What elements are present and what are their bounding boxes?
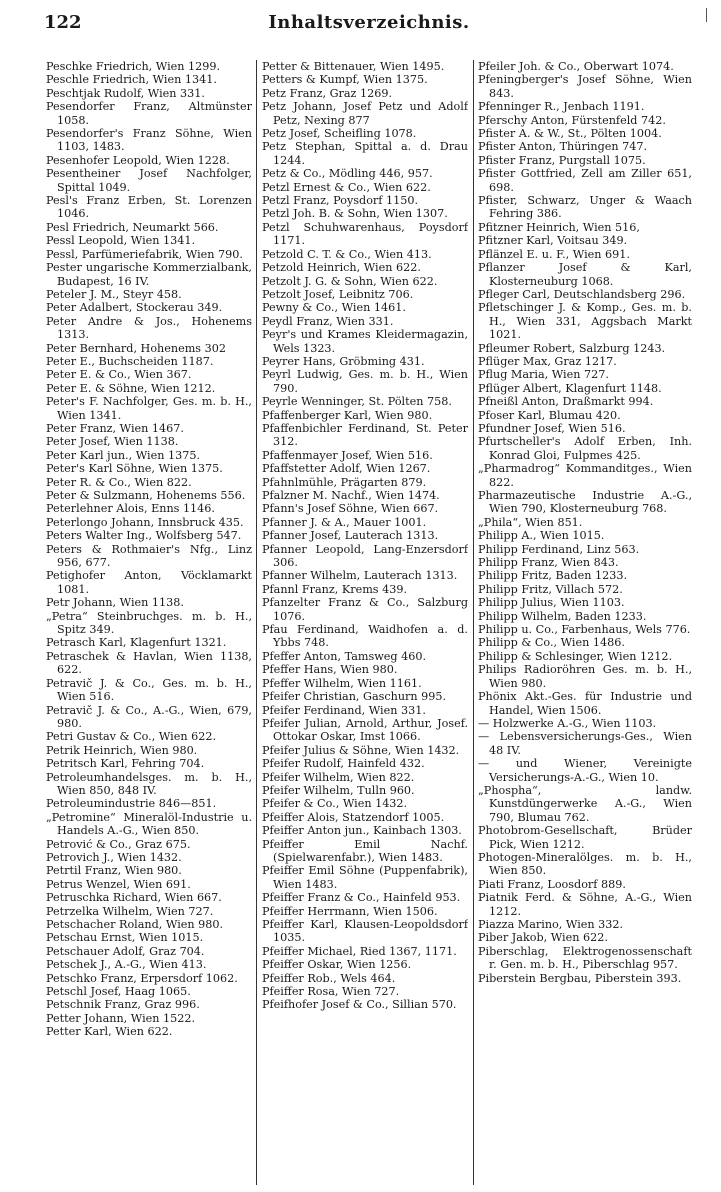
index-entry: Petrtil Franz, Wien 980. <box>46 864 182 878</box>
index-entry: Peters & Rothmaier's Nfg., Linz 956, 677. <box>46 542 252 570</box>
index-entry: Peschtjak Rudolf, Wien 331. <box>46 86 205 100</box>
index-entry: Pfeiffer Franz & Co., Hainfeld 953. <box>262 891 461 905</box>
index-entry: „Phospha“, landw. Kunstdüngerwerke A.-G., Wien 790, Blumau 762. <box>478 783 692 824</box>
index-entry: Petzl Ernest & Co., Wien 622. <box>262 180 431 194</box>
index-entry: Petrzelka Wilhelm, Wien 727. <box>46 904 214 918</box>
index-entry: Pfister Anton, Thüringen 747. <box>478 140 648 154</box>
index-entry: Pfaffenmayer Josef, Wien 516. <box>262 448 433 462</box>
index-entry: Petraschek & Havlan, Wien 1138, 622. <box>46 649 252 677</box>
index-entry: Pfaffenberger Karl, Wien 980. <box>262 408 433 422</box>
index-entry: Philipp & Co., Wien 1486. <box>478 636 625 650</box>
index-entry: Pfeifer Julian, Arnold, Arthur, Josef. Ottokar Oskar, Imst 1066. <box>262 716 468 744</box>
column-divider <box>256 60 257 1185</box>
index-entry: Pfau Ferdinand, Waidhofen a. d. Ybbs 748. <box>262 623 468 650</box>
index-entry: Pfeifer Wilhelm, Wien 822. <box>262 770 415 784</box>
index-entry: Pfann's Josef Söhne, Wien 667. <box>262 502 439 516</box>
index-column-2 <box>262 60 468 1180</box>
index-entry: Pflug Maria, Wien 727. <box>478 368 609 382</box>
index-entry: Peter Bernhard, Hohenems 302 <box>46 341 226 355</box>
index-entry: Pfister, Schwarz, Unger & Waach Fehring 386. <box>478 194 692 221</box>
index-entry: — Holzwerke A.-G., Wien 1103. <box>478 716 657 730</box>
index-column-1 <box>46 60 252 1180</box>
index-entry: Petz Stephan, Spittal a. d. Drau 1244. <box>262 140 468 167</box>
index-entry: Pfister Gottfried, Zell am Ziller 651, 698. <box>478 167 692 194</box>
index-entry: „Pharmadrog“ Kommanditges., Wien 822. <box>478 462 692 489</box>
index-entry: Petschauer Adolf, Graz 704. <box>46 944 205 958</box>
index-entry: Pfeiffer Oskar, Wien 1256. <box>262 958 412 972</box>
index-entry: Philipp Franz, Wien 843. <box>478 556 619 570</box>
index-entry: Peyrer Hans, Gröbming 431. <box>262 354 425 368</box>
index-entry: Pester ungarische Kommerzialbank, Budapest, 16 IV. <box>46 261 252 288</box>
index-entry: Pfanzelter Franz & Co., Salzburg 1076. <box>262 596 468 623</box>
index-entry: Peter Karl jun., Wien 1375. <box>46 448 201 462</box>
index-entry: Petravič J. & Co., A.-G., Wien, 679, 980. <box>46 703 252 730</box>
index-entry: Philipp & Schlesinger, Wien 1212. <box>478 649 673 663</box>
index-entry: Peter Josef, Wien 1138. <box>46 435 179 449</box>
index-entry: Pfeiffer Alois, Statzendorf 1005. <box>262 810 445 824</box>
index-entry: Pesl's Franz Erben, St. Lorenzen 1046. <box>46 194 252 221</box>
index-entry: Pfeiffer Rob., Wels 464. <box>262 971 396 985</box>
index-entry: „Petromine“ Mineralöl-Industrie u. Handels A.-G., Wien 850. <box>46 810 252 838</box>
index-entry: Peydl Franz, Wien 331. <box>262 314 394 328</box>
index-entry: Peter R. & Co., Wien 822. <box>46 475 192 489</box>
index-entry: Philipp A., Wien 1015. <box>478 529 605 543</box>
index-entry: Petrus Wenzel, Wien 691. <box>46 877 191 891</box>
index-entry: Pfister Franz, Purgstall 1075. <box>478 153 646 167</box>
index-entry: Peter's Karl Söhne, Wien 1375. <box>46 462 223 476</box>
index-entry: Petschau Ernst, Wien 1015. <box>46 931 204 945</box>
index-entry: Petr Johann, Wien 1138. <box>46 596 184 610</box>
index-entry: Peter's F. Nachfolger, Ges. m. b. H., Wien 1341. <box>46 395 252 422</box>
index-entry: Pfneißl Anton, Draßmarkt 994. <box>478 395 654 409</box>
index-entry: Pfeffer Hans, Wien 980. <box>262 663 398 677</box>
index-entry: Petroleumindustrie 846—851. <box>46 797 217 811</box>
index-entry: Pfanner Leopold, Lang-Enzersdorf 306. <box>262 542 468 570</box>
index-entry: Petter Johann, Wien 1522. <box>46 1011 196 1025</box>
index-entry: Pfeiffer Karl, Klausen-Leopoldsdorf 1035. <box>262 918 468 945</box>
index-entry: Petter & Bittenauer, Wien 1495. <box>262 60 445 73</box>
index-entry: Petzl Joh. B. & Sohn, Wien 1307. <box>262 207 448 221</box>
index-entry: Pesentheiner Josef Nachfolger, Spittal 1049. <box>46 167 252 194</box>
index-entry: Philipp Ferdinand, Linz 563. <box>478 542 640 556</box>
index-entry: Pfeifer Ferdinand, Wien 331. <box>262 703 426 717</box>
index-entry: Pfeifer Wilhelm, Tulln 960. <box>262 783 415 797</box>
index-entry: Peter Andre & Jos., Hohenems 1313. <box>46 314 252 342</box>
index-entry: Pfalzner M. Nachf., Wien 1474. <box>262 489 440 502</box>
index-entry: Piatnik Ferd. & Söhne, A.-G., Wien 1212. <box>478 891 692 918</box>
index-entry: Peter E. & Co., Wien 367. <box>46 368 192 382</box>
index-entry: Pesenhofer Leopold, Wien 1228. <box>46 153 230 167</box>
index-entry: Pfenninger R., Jenbach 1191. <box>478 100 645 114</box>
index-entry: Phönix Akt.-Ges. für Industrie und Handel, Wien 1506. <box>478 690 692 717</box>
column-divider <box>473 60 474 1185</box>
index-entry: Peteler J. M., Steyr 458. <box>46 287 182 301</box>
index-entry: Petritsch Karl, Fehring 704. <box>46 757 205 771</box>
index-entry: Petschl Josef, Haag 1065. <box>46 985 191 999</box>
index-entry: Photogen-Mineralölges. m. b. H., Wien 850. <box>478 850 692 878</box>
index-entry: Peter E. & Söhne, Wien 1212. <box>46 381 216 395</box>
index-entry: Philips Radioröhren Ges. m. b. H., Wien 980. <box>478 663 692 690</box>
index-entry: Petravič J. & Co., Ges. m. b. H., Wien 516. <box>46 676 252 704</box>
index-entry: Petighofer Anton, Vöcklamarkt 1081. <box>46 569 252 596</box>
index-entry: Pfitzner Heinrich, Wien 516, <box>478 220 640 234</box>
index-entry: Pfeifer & Co., Wien 1432. <box>262 797 408 811</box>
page-header <box>44 4 694 38</box>
index-entry: Petz Johann, Josef Petz und Adolf Petz, Nexing 877 <box>262 100 468 127</box>
index-entry: Philipp Julius, Wien 1103. <box>478 596 625 610</box>
index-entry: Pessl Leopold, Wien 1341. <box>46 234 196 248</box>
index-entry: Petz & Co., Mödling 446, 957. <box>262 167 433 181</box>
edge-mark <box>706 8 707 22</box>
index-entry: Petzl Schuhwarenhaus, Poysdorf 1171. <box>262 220 468 248</box>
index-entry: Peyrl Ludwig, Ges. m. b. H., Wien 790. <box>262 368 468 395</box>
index-entry: — Lebensversicherungs-Ges., Wien 48 IV. <box>478 730 692 757</box>
index-entry: Pewny & Co., Wien 1461. <box>262 301 406 315</box>
index-entry: Pesl Friedrich, Neumarkt 566. <box>46 220 219 234</box>
index-entry: Peter Adalbert, Stockerau 349. <box>46 301 223 315</box>
index-entry: „Petra“ Steinbruchges. m. b. H., Spitz 349. <box>46 609 252 637</box>
index-entry: Petzolt J. G. & Sohn, Wien 622. <box>262 274 438 288</box>
index-entry: Pfeiffer Emil Söhne (Puppenfabrik), Wien 1483. <box>262 864 468 891</box>
index-entry: Pfeiffer Herrmann, Wien 1506. <box>262 904 438 918</box>
index-entry: Petschek J., A.-G., Wien 413. <box>46 958 207 972</box>
index-entry: Peschle Friedrich, Wien 1341. <box>46 73 217 87</box>
index-entry: Peter E., Buchscheiden 1187. <box>46 354 214 368</box>
index-entry: Pfanner Wilhelm, Lauterach 1313. <box>262 569 458 583</box>
index-entry: Piberstein Bergbau, Piberstein 393. <box>478 971 682 985</box>
index-entry: Peterlongo Johann, Innsbruck 435. <box>46 515 244 529</box>
index-entry: Petrasch Karl, Klagenfurt 1321. <box>46 636 227 650</box>
index-entry: Pfeifhofer Josef & Co., Sillian 570. <box>262 998 457 1012</box>
index-entry: Pfeiffer Anton jun., Kainbach 1303. <box>262 824 462 838</box>
index-entry: Peter & Sulzmann, Hohenems 556. <box>46 489 246 502</box>
index-entry: Pfeifer Christian, Gaschurn 995. <box>262 690 447 704</box>
index-entry: Petrović & Co., Graz 675. <box>46 837 191 851</box>
index-entry: Petschko Franz, Erpersdorf 1062. <box>46 971 238 985</box>
index-entry: Pfeifer Julius & Söhne, Wien 1432. <box>262 743 460 757</box>
index-entry: Pfeiffer Rosa, Wien 727. <box>262 985 400 999</box>
index-entry: Petz Franz, Graz 1269. <box>262 86 393 100</box>
index-entry: Pfeifer Rudolf, Hainfeld 432. <box>262 757 425 771</box>
index-entry: Pfannl Franz, Krems 439. <box>262 582 408 596</box>
index-entry: Pfahnlmühle, Prägarten 879. <box>262 475 427 489</box>
index-entry: Pesendorfer Franz, Altmünster 1058. <box>46 100 252 127</box>
index-entry: Pfeffer Wilhelm, Wien 1161. <box>262 676 422 690</box>
index-entry: Petzold C. T. & Co., Wien 413. <box>262 247 432 261</box>
index-entry: Philipp u. Co., Farbenhaus, Wels 776. <box>478 623 691 637</box>
index-entry: Philipp Fritz, Baden 1233. <box>478 569 627 583</box>
index-entry: Petrik Heinrich, Wien 980. <box>46 743 198 757</box>
index-entry: Piber Jakob, Wien 622. <box>478 931 608 945</box>
index-entry: Pfanner Josef, Lauterach 1313. <box>262 529 439 543</box>
index-entry: Piati Franz, Loosdorf 889. <box>478 877 626 891</box>
index-entry: Peters Walter Ing., Wolfsberg 547. <box>46 529 242 543</box>
index-entry: Peterlehner Alois, Enns 1146. <box>46 502 215 516</box>
index-entry: Piazza Marino, Wien 332. <box>478 918 624 931</box>
index-entry: Pfitzner Karl, Voitsau 349. <box>478 234 628 248</box>
index-entry: Philipp Fritz, Villach 572. <box>478 582 623 596</box>
index-entry: Pflänzel E. u. F., Wien 691. <box>478 247 630 261</box>
index-entry: „Phila“, Wien 851. <box>478 515 583 529</box>
index-entry: Pfundner Josef, Wien 516. <box>478 421 626 435</box>
index-entry: Pfleumer Robert, Salzburg 1243. <box>478 341 666 355</box>
index-entry: Pesendorfer's Franz Söhne, Wien 1103, 1483. <box>46 127 252 154</box>
index-entry: Petri Gustav & Co., Wien 622. <box>46 730 217 744</box>
index-entry: Peter Franz, Wien 1467. <box>46 421 184 435</box>
index-entry: Pfleger Carl, Deutschlandsberg 296. <box>478 287 686 301</box>
index-entry: Petschnik Franz, Graz 996. <box>46 998 200 1012</box>
index-entry: Pfaffenbichler Ferdinand, St. Peter 312. <box>262 421 468 449</box>
index-entry: Pferschy Anton, Fürstenfeld 742. <box>478 113 666 127</box>
index-entry: Peyr's und Krames Kleidermagazin, Wels 1323. <box>262 328 468 355</box>
index-entry: Pfeiler Joh. & Co., Oberwart 1074. <box>478 60 674 73</box>
index-entry: Pfurtscheller's Adolf Erben, Inh. Konrad Gloi, Fulpmes 425. <box>478 435 692 462</box>
index-entry: Pfeiffer Emil Nachf. (Spielwarenfabr.), Wien 1483. <box>262 837 468 864</box>
index-entry: Piberschlag, Elektrogenossenschaft r. Gen. m. b. H., Piberschlag 957. <box>478 944 692 972</box>
index-entry: Peschke Friedrich, Wien 1299. <box>46 60 221 73</box>
index-entry: Petroleumhandelsges. m. b. H., Wien 850, 848 IV. <box>46 770 252 797</box>
index-entry: Pfeiffer Michael, Ried 1367, 1171. <box>262 944 457 958</box>
index-entry: Petzl Franz, Poysdorf 1150. <box>262 194 419 208</box>
index-entry: Pfoser Karl, Blumau 420. <box>478 408 621 422</box>
page-number: 122 <box>44 12 82 33</box>
index-entry: Petruschka Richard, Wien 667. <box>46 891 222 905</box>
index-entry: Pfeningberger's Josef Söhne, Wien 843. <box>478 73 692 100</box>
index-entry: Pfaffstetter Adolf, Wien 1267. <box>262 462 431 476</box>
index-entry: Pflüger Max, Graz 1217. <box>478 354 617 368</box>
index-entry: Petzolt Josef, Leibnitz 706. <box>262 287 414 301</box>
index-entry: Pfanner J. & A., Mauer 1001. <box>262 515 427 529</box>
index-entry: Petschacher Roland, Wien 980. <box>46 918 224 931</box>
index-columns <box>46 60 711 1185</box>
index-entry: Photobrom-Gesellschaft, Brüder Pick, Wien 1212. <box>478 824 692 851</box>
page-title: Inhaltsverzeichnis. <box>268 12 470 33</box>
index-entry: Petters & Kumpf, Wien 1375. <box>262 73 428 87</box>
index-entry: Pharmazeutische Industrie A.-G., Wien 790, Klosterneuburg 768. <box>478 489 692 516</box>
index-entry: Pflüger Albert, Klagenfurt 1148. <box>478 381 662 395</box>
index-entry: Pflanzer Josef & Karl, Klosterneuburg 1068. <box>478 261 692 288</box>
index-entry: — und Wiener, Vereinigte Versicherungs-A.-G., Wien 10. <box>478 757 692 784</box>
index-entry: Peyrle Wenninger, St. Pölten 758. <box>262 395 452 409</box>
index-entry: Petzold Heinrich, Wien 622. <box>262 261 421 275</box>
index-entry: Pfister A. & W., St., Pölten 1004. <box>478 127 662 141</box>
index-entry: Pessl, Parfümeriefabrik, Wien 790. <box>46 247 243 261</box>
index-column-3 <box>478 60 692 1180</box>
index-entry: Philipp Wilhelm, Baden 1233. <box>478 609 647 623</box>
index-entry: Petz Josef, Scheifling 1078. <box>262 127 417 141</box>
index-entry: Petrovich J., Wien 1432. <box>46 850 182 864</box>
index-entry: Pfletschinger J. & Komp., Ges. m. b. H., Wien 331, Aggsbach Markt 1021. <box>478 301 692 342</box>
index-entry: Petter Karl, Wien 622. <box>46 1025 173 1039</box>
index-entry: Pfeffer Anton, Tamsweg 460. <box>262 649 427 663</box>
